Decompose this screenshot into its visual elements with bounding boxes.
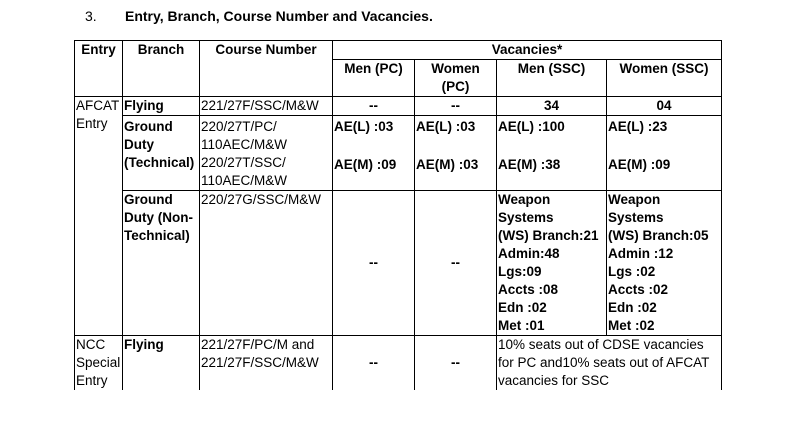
header-row xyxy=(75,41,722,60)
flying-men-pc: -- xyxy=(333,97,415,116)
vacancy-line: AE(L) :03 xyxy=(416,119,476,134)
course-line: 221/27F/SSC/M&W xyxy=(201,355,319,370)
vacancy-line: Weapon xyxy=(498,192,551,207)
note-line: 10% seats out of CDSE vacancies xyxy=(498,337,704,352)
header-women-pc: Women (PC) xyxy=(415,60,497,97)
vacancy-line: Admin:48 xyxy=(498,246,560,261)
vacancy-line: Systems xyxy=(608,210,664,225)
ground-tech-men-ssc xyxy=(497,116,607,191)
ground-tech-course xyxy=(200,116,333,191)
vacancy-line: Accts :08 xyxy=(498,282,559,297)
note-line: vacancies for SSC xyxy=(498,373,610,388)
section-title: Entry, Branch, Course Number and Vacancies. xyxy=(125,8,433,24)
entry-line: Entry xyxy=(76,373,108,388)
ground-tech-branch: Ground Duty (Technical) xyxy=(123,116,200,191)
vacancy-line: AE(L) :23 xyxy=(608,119,668,134)
entry-line: NCC xyxy=(76,337,106,352)
ground-tech-women-ssc xyxy=(607,116,722,191)
flying-women-pc: -- xyxy=(415,97,497,116)
note-line: for PC and10% seats out of AFCAT xyxy=(498,355,710,370)
table-row xyxy=(75,191,722,336)
vacancy-line: AE(M) :09 xyxy=(334,157,397,172)
ground-nontech-men-pc: -- xyxy=(333,191,415,336)
vacancy-line: (WS) Branch:21 xyxy=(498,228,599,243)
vacancy-line: (WS) Branch:05 xyxy=(608,228,709,243)
header-course-number: Course Number xyxy=(200,41,333,97)
course-line: 110AEC/M&W xyxy=(201,137,288,152)
header-branch: Branch xyxy=(123,41,200,97)
ground-nontech-branch: Ground Duty (Non-Technical) xyxy=(123,191,200,336)
flying-course: 221/27F/SSC/M&W xyxy=(200,97,333,116)
ground-nontech-women-pc: -- xyxy=(415,191,497,336)
vacancy-line: Accts :02 xyxy=(608,282,669,297)
vacancy-line: AE(M) :03 xyxy=(416,157,479,172)
ground-tech-men-pc xyxy=(333,116,415,191)
vacancy-line: Systems xyxy=(498,210,554,225)
ncc-entry-cell xyxy=(75,336,123,391)
vacancy-line: Met :02 xyxy=(608,318,655,333)
vacancy-line: AE(M) :38 xyxy=(498,157,561,172)
header-men-ssc: Men (SSC) xyxy=(497,60,607,97)
ground-nontech-course: 220/27G/SSC/M&W xyxy=(200,191,333,336)
vacancy-line: Edn :02 xyxy=(608,300,657,315)
flying-women-ssc: 04 xyxy=(607,97,722,116)
ground-nontech-men-ssc xyxy=(497,191,607,336)
vacancy-line: AE(L) :100 xyxy=(498,119,565,134)
section-heading xyxy=(85,8,433,24)
course-line: 221/27F/PC/M and xyxy=(201,337,315,352)
flying-men-ssc: 34 xyxy=(497,97,607,116)
header-vacancies: Vacancies* xyxy=(333,41,722,60)
header-men-pc: Men (PC) xyxy=(333,60,415,97)
ncc-men-pc: -- xyxy=(333,336,415,391)
flying-branch: Flying xyxy=(123,97,200,116)
afcat-entry-cell: AFCAT Entry xyxy=(75,97,123,336)
vacancy-line: Admin :12 xyxy=(608,246,674,261)
ncc-branch: Flying xyxy=(123,336,200,391)
header-entry: Entry xyxy=(75,41,123,97)
vacancy-line: Lgs:09 xyxy=(498,264,542,279)
entry-line: Special xyxy=(76,355,121,370)
table-row xyxy=(75,97,722,116)
header-women-ssc: Women (SSC) xyxy=(607,60,722,97)
vacancy-line: Edn :02 xyxy=(498,300,547,315)
ground-tech-women-pc xyxy=(415,116,497,191)
vacancy-line: AE(L) :03 xyxy=(334,119,394,134)
course-line: 220/27T/PC/ xyxy=(201,119,277,134)
ncc-vacancy-note xyxy=(497,336,722,391)
vacancy-line: Weapon xyxy=(608,192,661,207)
vacancies-table xyxy=(74,40,722,390)
table-row xyxy=(75,336,722,391)
ncc-course xyxy=(200,336,333,391)
course-line: 220/27T/SSC/ xyxy=(201,155,286,170)
ncc-women-pc: -- xyxy=(415,336,497,391)
vacancy-line: Lgs :02 xyxy=(608,264,656,279)
table-row xyxy=(75,116,722,191)
vacancy-line: AE(M) :09 xyxy=(608,157,671,172)
ground-nontech-women-ssc xyxy=(607,191,722,336)
vacancy-line: Met :01 xyxy=(498,318,545,333)
course-line: 110AEC/M&W xyxy=(201,173,288,188)
section-number: 3. xyxy=(85,8,97,24)
